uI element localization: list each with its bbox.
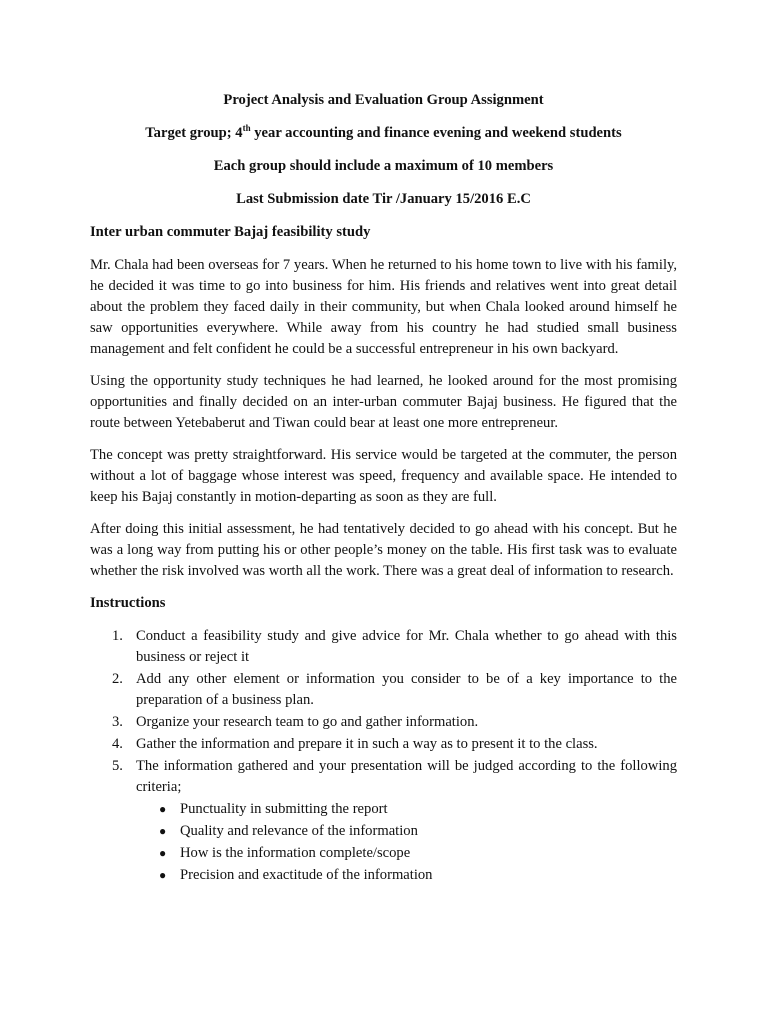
bullet-icon: ●: [159, 802, 167, 816]
criteria-item: [159, 820, 677, 842]
submission-date-line: Last Submission date Tir /January 15/2016 E.C: [236, 191, 531, 207]
bullet-icon: ●: [159, 824, 167, 838]
target-group-prefix: Target group; 4: [145, 125, 243, 141]
instruction-number: 1.: [112, 628, 123, 644]
study-heading: Inter urban commuter Bajaj feasibility study: [90, 224, 371, 240]
instruction-text: The information gathered and your presentation will be judged according to the following criteria;: [136, 758, 677, 795]
instruction-text: Gather the information and prepare it in such a way as to present it to the class.: [136, 736, 598, 752]
instruction-text: Organize your research team to go and gather information.: [136, 714, 479, 730]
ordinal-superscript: th: [242, 123, 251, 134]
criteria-list: [136, 798, 677, 886]
instruction-item: [112, 626, 677, 668]
document-title: Project Analysis and Evaluation Group Assignment: [223, 92, 544, 108]
target-group-suffix: year accounting and finance evening and weekend students: [250, 125, 622, 141]
criteria-text: Punctuality in submitting the report: [180, 801, 388, 817]
instruction-number: 5.: [112, 758, 123, 774]
instruction-text: Conduct a feasibility study and give advice for Mr. Chala whether to go ahead with this business or reject it: [136, 628, 677, 665]
paragraph-assessment: After doing this initial assessment, he had tentatively decided to go ahead with his concept. But he was a long way from putting his or other people’s money on the table. His first task was to evaluate whether the risk involved was worth all the work. There was a great deal of information to research.: [90, 521, 677, 579]
bullet-icon: ●: [159, 846, 167, 860]
members-line: Each group should include a maximum of 10 members: [213, 158, 554, 174]
instruction-number: 2.: [112, 671, 123, 687]
document-page: [90, 90, 677, 887]
paragraph-opportunity: Using the opportunity study techniques he had learned, he looked around for the most promising opportunities and finally decided on an inter-urban commuter Bajaj business. He figured that the route between Yetebaberut and Tiwan could bear at least one more entrepreneur.: [90, 373, 677, 431]
criteria-text: Quality and relevance of the information: [180, 823, 418, 839]
instruction-text: Add any other element or information you consider to be of a key importance to the preparation of a business plan.: [136, 671, 677, 708]
criteria-text: Precision and exactitude of the information: [180, 867, 433, 883]
paragraph-concept: The concept was pretty straightforward. His service would be targeted at the commuter, the person without a lot of baggage whose interest was speed, frequency and available space. He intended to keep his Bajaj constantly in motion-departing as soon as they are full.: [90, 447, 677, 505]
criteria-item: [159, 798, 677, 820]
criteria-text: How is the information complete/scope: [180, 845, 411, 861]
target-group-line: [90, 123, 677, 144]
instruction-number: 4.: [112, 736, 123, 752]
instruction-item: [112, 669, 677, 711]
instructions-heading: Instructions: [90, 595, 166, 611]
instruction-item: [112, 712, 677, 733]
instruction-item: [112, 734, 677, 755]
criteria-item: [159, 864, 677, 886]
instructions-list: [90, 626, 677, 886]
bullet-icon: ●: [159, 868, 167, 882]
criteria-item: [159, 842, 677, 864]
instruction-number: 3.: [112, 714, 123, 730]
instruction-item: [112, 756, 677, 886]
paragraph-background: Mr. Chala had been overseas for 7 years. When he returned to his home town to live with his family, he decided it was time to go into business for him. His friends and relatives went into great detail about the problem they faced daily in their community, but when Chala looked around himself he saw opportunities everywhere. While away from his country he had studied small business management and felt confident he could be a successful entrepreneur in his own backyard.: [90, 257, 677, 357]
